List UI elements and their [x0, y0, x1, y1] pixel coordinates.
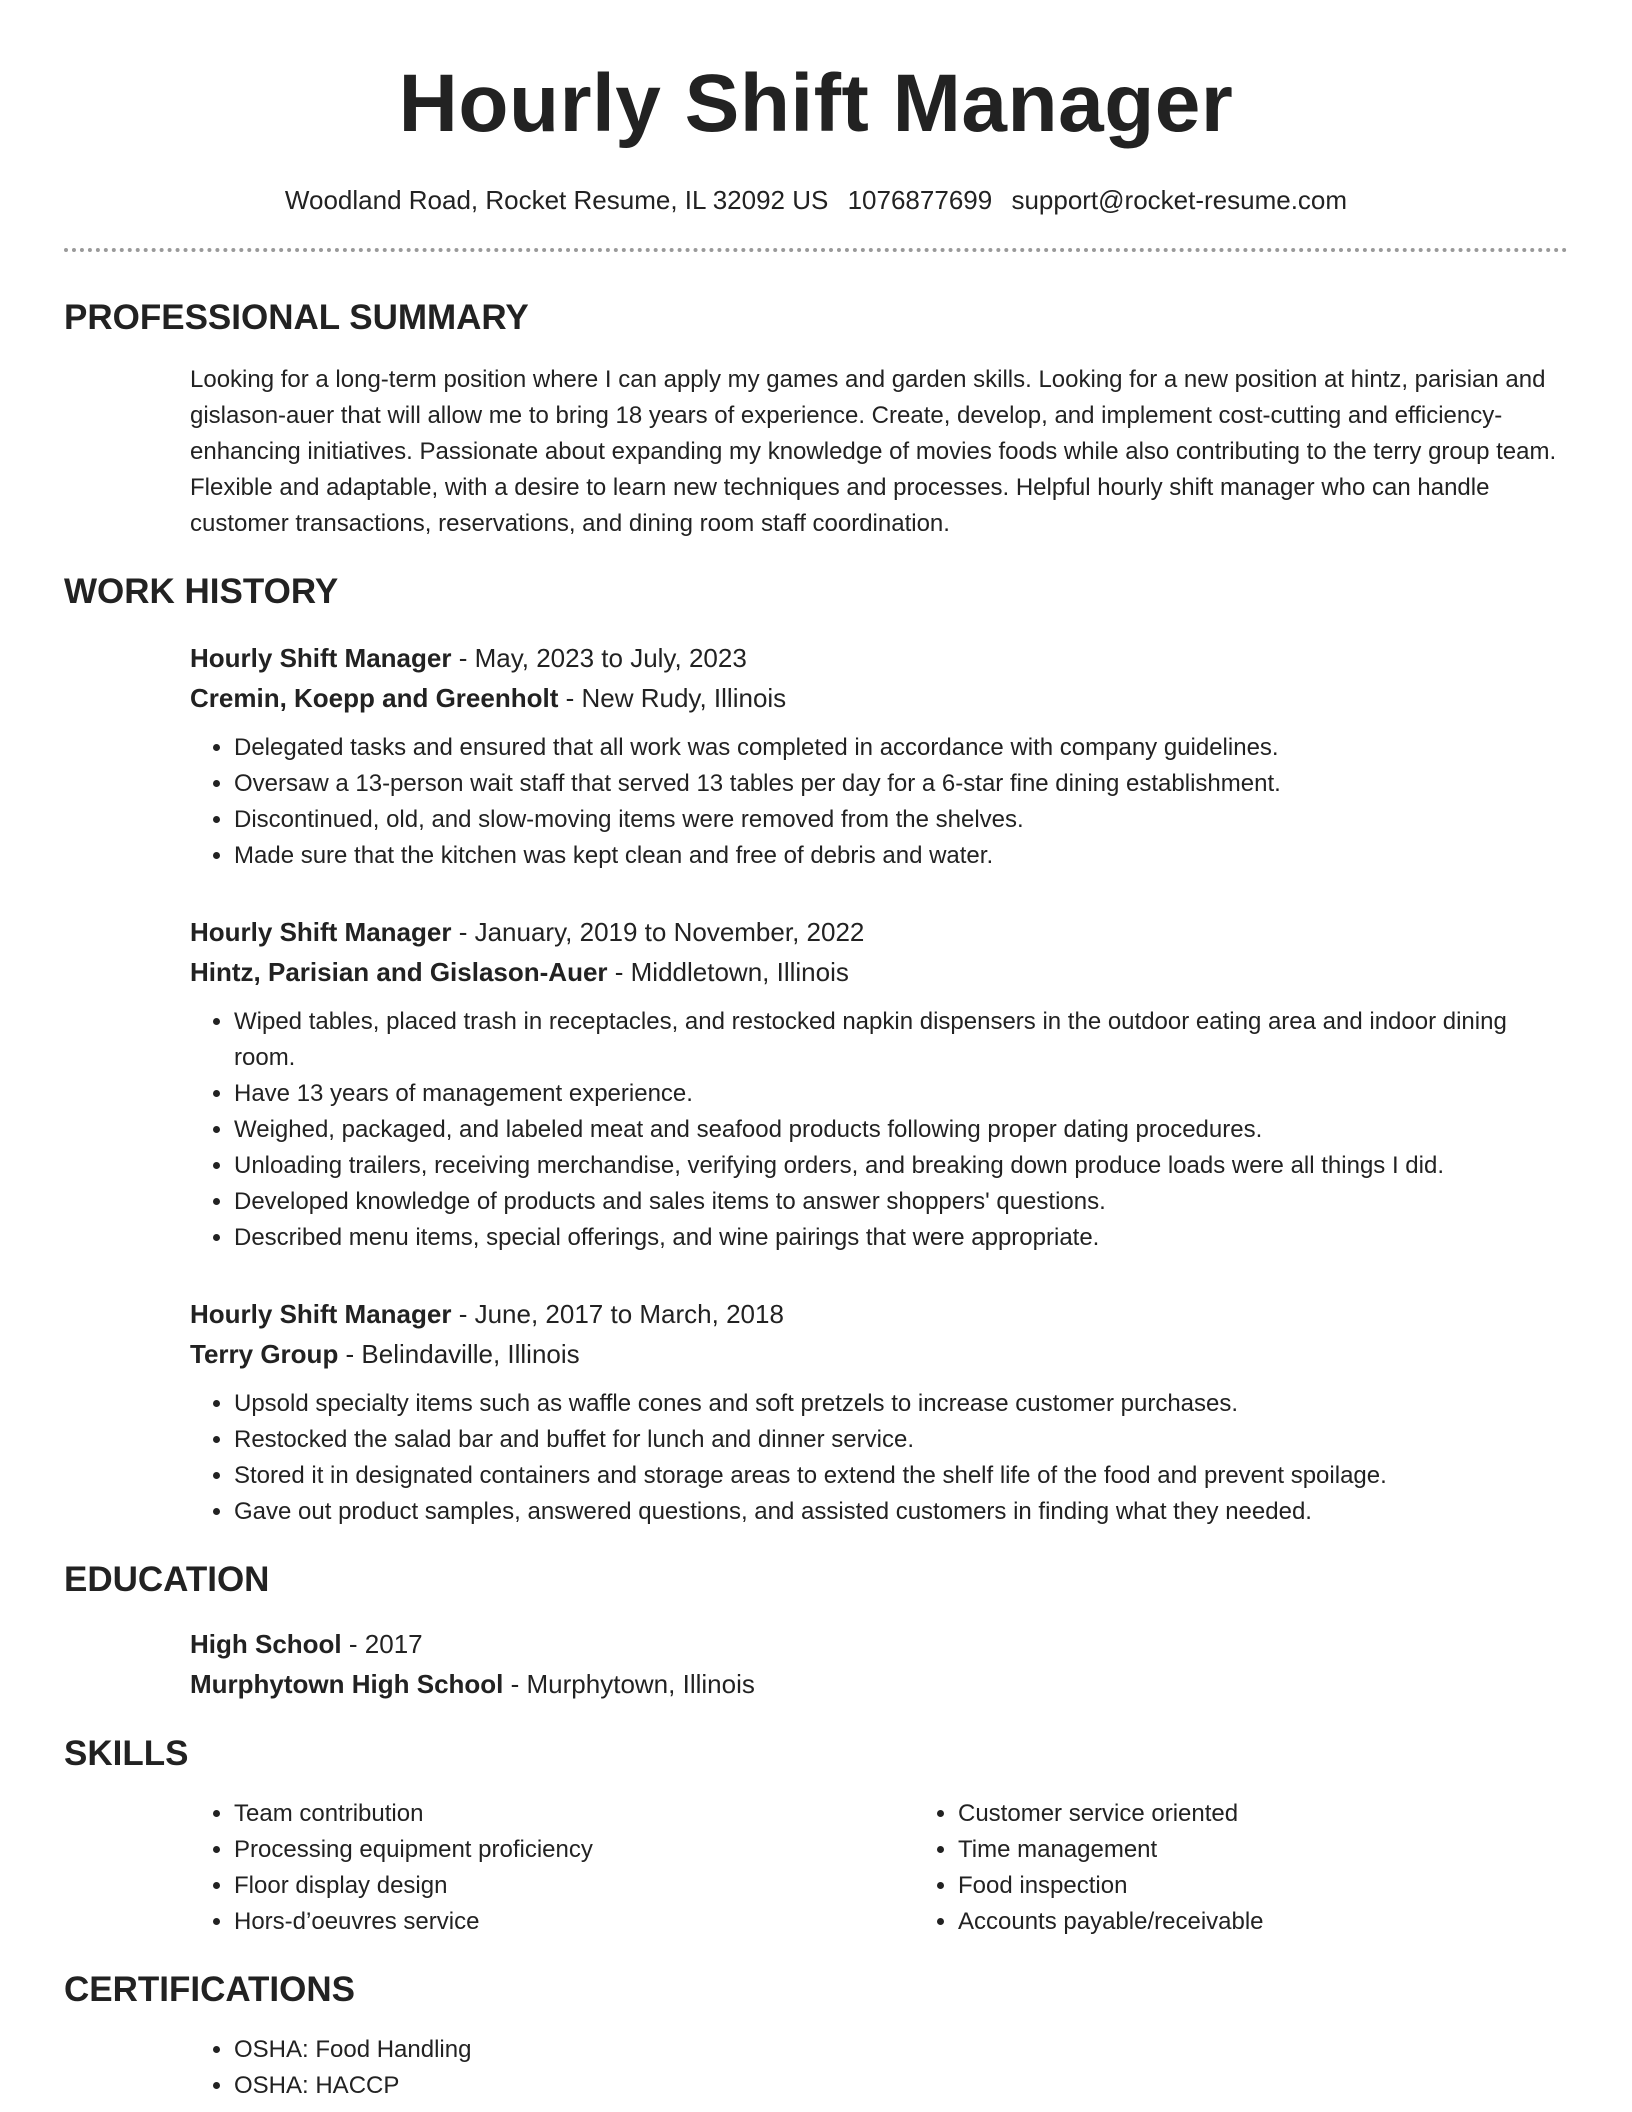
work-history-heading: WORK HISTORY: [64, 572, 339, 611]
job-location: - Belindaville, Illinois: [338, 1339, 580, 1369]
list-item: • Weighed, packaged, and labeled meat and seafood products following proper dating procedures.: [234, 1112, 1568, 1148]
contact-email: support@rocket-resume.com: [1011, 185, 1348, 215]
summary-section: [64, 296, 1568, 542]
job-bullets: [190, 1386, 1568, 1530]
job-dates: - January, 2019 to November, 2022: [451, 917, 865, 947]
education-degree: High School: [190, 1629, 342, 1659]
certifications-heading: CERTIFICATIONS: [64, 1970, 356, 2009]
work-history-section: [64, 570, 1568, 1530]
contact-address: Woodland Road, Rocket Resume, IL 32092 US: [284, 185, 829, 215]
job-location: - Middletown, Illinois: [607, 957, 849, 987]
list-item: • Unloading trailers, receiving merchandise, verifying orders, and breaking down produce loads were all things I did.: [234, 1148, 1568, 1184]
list-item: • Described menu items, special offerings, and wine pairings that were appropriate.: [234, 1220, 1568, 1256]
list-item: • Developed knowledge of products and sales items to answer shoppers' questions.: [234, 1184, 1568, 1220]
job-company-line: [190, 1334, 1568, 1374]
skills-column-right: [914, 1796, 1264, 1940]
list-item: • Have 13 years of management experience.: [234, 1076, 1568, 1112]
job-company-line: [190, 678, 1568, 718]
job-role: Hourly Shift Manager: [190, 1299, 452, 1329]
contact-phone: 1076877699: [847, 185, 993, 215]
list-item: • OSHA: Food Handling: [234, 2032, 1568, 2068]
list-item: • Restocked the salad bar and buffet for lunch and dinner service.: [234, 1422, 1568, 1458]
list-item: • Accounts payable/receivable: [958, 1904, 1264, 1940]
job-bullets: [190, 1004, 1568, 1256]
summary-text: Looking for a long-term position where I can apply my games and garden skills. Looking for a new position at hintz, parisian and gislason-auer that will allow me to bring 18 years of experience. Create, develop, and implement cost-cutting and efficiency-enhancing initiatives. Passionate about expanding my knowledge of movies foods while also contributing to the terry group team. Flexible and adaptable, with a desire to learn new techniques and processes. Helpful hourly shift manager who can handle customer transactions, reservations, and dining room staff coordination.: [190, 366, 1557, 537]
job-title-line: [190, 1294, 1568, 1334]
list-item: • Team contribution: [234, 1796, 914, 1832]
skills-section: [64, 1732, 1568, 1940]
education-heading: EDUCATION: [64, 1560, 270, 1599]
job-location: - New Rudy, Illinois: [558, 683, 787, 713]
certifications-list-wrapper: [64, 2032, 1568, 2104]
job-bullets: [190, 730, 1568, 874]
skills-heading: SKILLS: [64, 1734, 189, 1773]
header-divider: [64, 248, 1568, 252]
list-item: • Customer service oriented: [958, 1796, 1264, 1832]
education-location: - Murphytown, Illinois: [503, 1669, 755, 1699]
job-entry: [64, 1294, 1568, 1530]
list-item: • Delegated tasks and ensured that all work was completed in accordance with company guidelines.: [234, 730, 1568, 766]
list-item: • Made sure that the kitchen was kept clean and free of debris and water.: [234, 838, 1568, 874]
skills-grid: [64, 1796, 1568, 1940]
job-role: Hourly Shift Manager: [190, 643, 452, 673]
job-company: Terry Group: [190, 1339, 339, 1369]
job-company-line: [190, 952, 1568, 992]
list-item: • Food inspection: [958, 1868, 1264, 1904]
education-school: Murphytown High School: [190, 1669, 504, 1699]
education-school-line: [190, 1664, 1568, 1704]
list-item: • Gave out product samples, answered questions, and assisted customers in finding what they needed.: [234, 1494, 1568, 1530]
candidate-name: Hourly Shift Manager: [398, 58, 1234, 149]
list-item: • Time management: [958, 1832, 1264, 1868]
job-title-line: [190, 912, 1568, 952]
job-title-line: [190, 638, 1568, 678]
job-dates: - May, 2023 to July, 2023: [451, 643, 747, 673]
job-entry: [64, 638, 1568, 874]
contact-line: [64, 184, 1568, 216]
resume-header: [64, 0, 1568, 252]
skills-column-left: [190, 1796, 914, 1940]
list-item: • Hors-d’oeuvres service: [234, 1904, 914, 1940]
job-role: Hourly Shift Manager: [190, 917, 452, 947]
job-dates: - June, 2017 to March, 2018: [451, 1299, 784, 1329]
education-section: [64, 1558, 1568, 1704]
list-item: • Wiped tables, placed trash in receptacles, and restocked napkin dispensers in the outdoor eating area and indoor dining room.: [234, 1004, 1568, 1076]
list-item: • OSHA: HACCP: [234, 2068, 1568, 2104]
summary-heading: PROFESSIONAL SUMMARY: [64, 298, 529, 337]
list-item: • Oversaw a 13-person wait staff that served 13 tables per day for a 6-star fine dining establishment.: [234, 766, 1568, 802]
list-item: • Stored it in designated containers and storage areas to extend the shelf life of the food and prevent spoilage.: [234, 1458, 1568, 1494]
list-item: • Upsold specialty items such as waffle cones and soft pretzels to increase customer purchases.: [234, 1386, 1568, 1422]
education-degree-line: [190, 1624, 1568, 1664]
job-company: Cremin, Koepp and Greenholt: [190, 683, 559, 713]
certifications-list: [190, 2032, 1568, 2104]
job-entry: [64, 912, 1568, 1256]
list-item: • Processing equipment proficiency: [234, 1832, 914, 1868]
list-item: • Discontinued, old, and slow-moving items were removed from the shelves.: [234, 802, 1568, 838]
certifications-section: [64, 1968, 1568, 2104]
job-company: Hintz, Parisian and Gislason-Auer: [190, 957, 608, 987]
education-entry: [64, 1624, 1568, 1704]
list-item: • Floor display design: [234, 1868, 914, 1904]
education-year: - 2017: [341, 1629, 423, 1659]
